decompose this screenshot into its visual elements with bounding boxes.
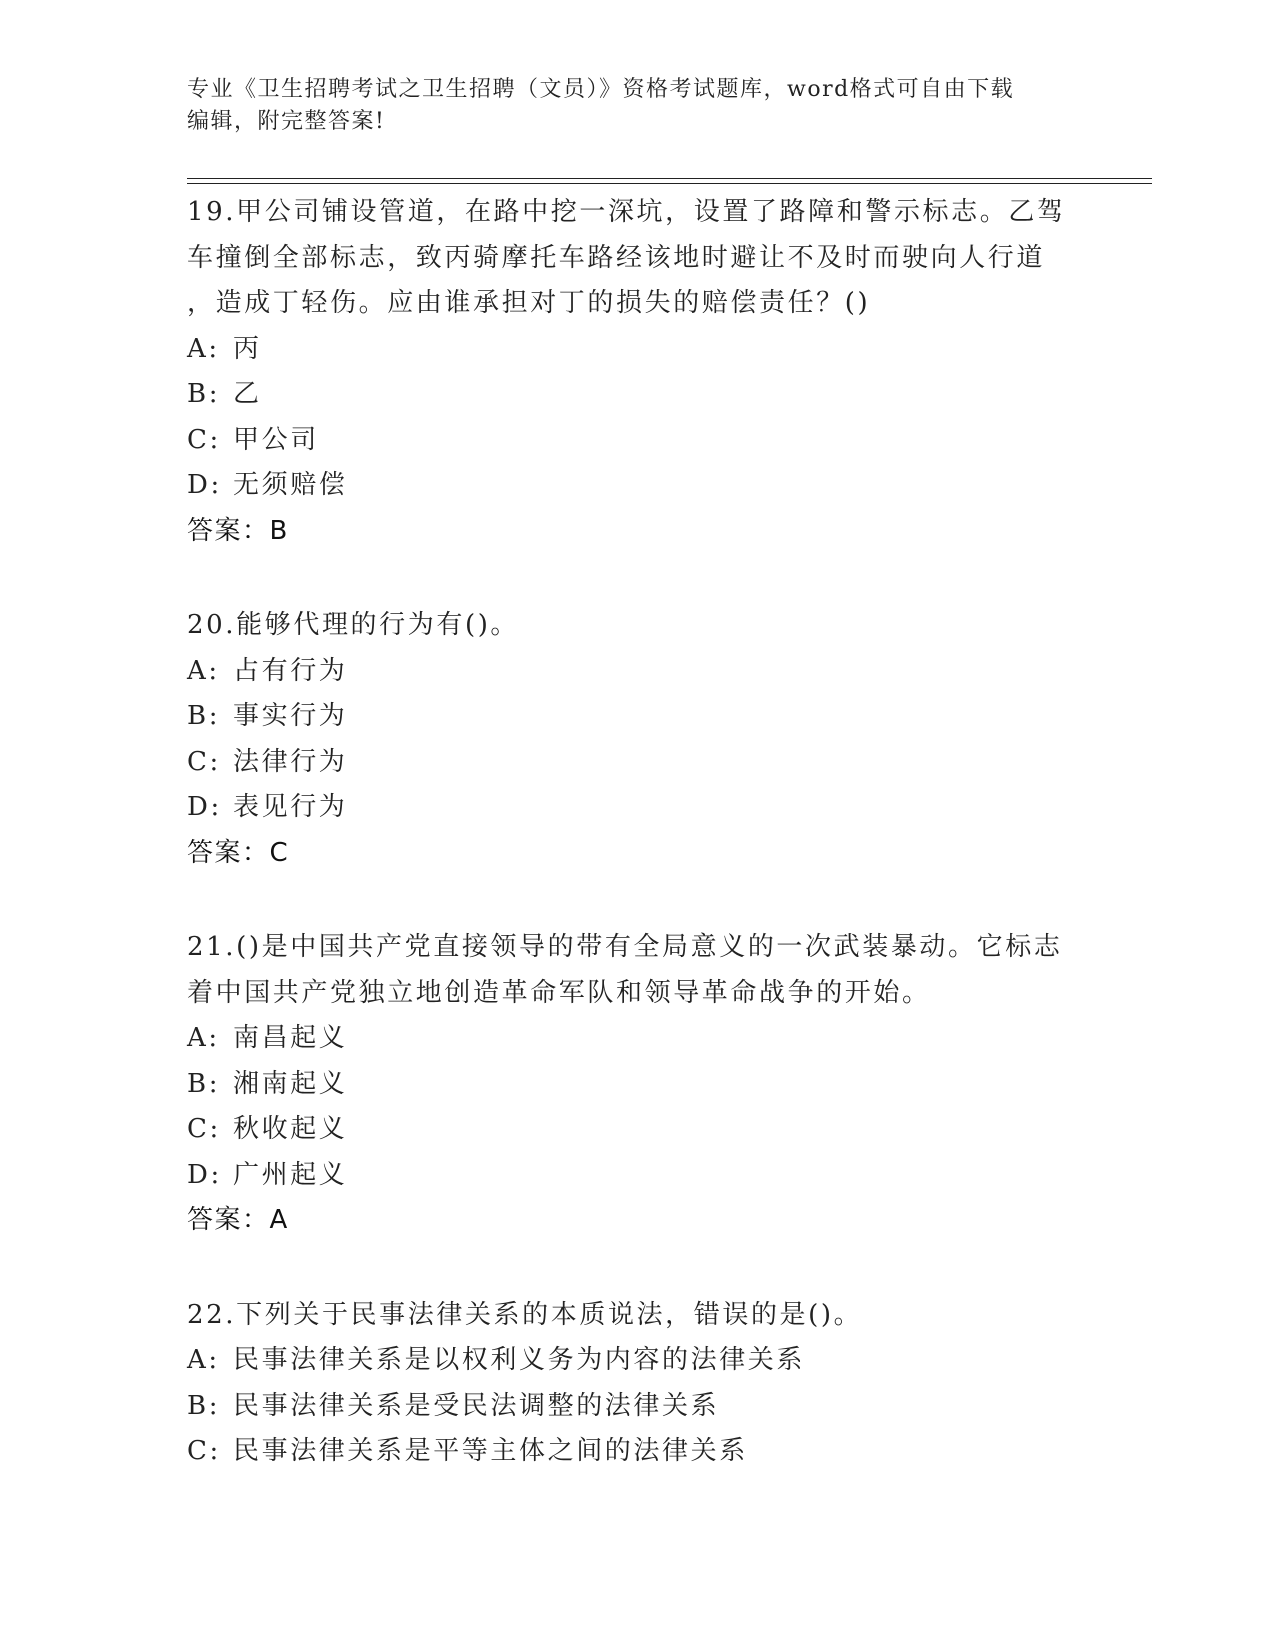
option-key: C:	[187, 746, 221, 777]
option-b	[187, 694, 1087, 740]
option-text: 表见行为	[233, 792, 348, 822]
option-key: C:	[187, 1114, 221, 1144]
option-text: 民事法律关系是以权利义务为内容的法律关系	[233, 1345, 806, 1375]
option-key: A:	[187, 1023, 220, 1053]
option-c	[187, 418, 1087, 464]
option-c	[187, 740, 1087, 786]
option-text: 民事法律关系是受民法调整的法律关系	[233, 1390, 720, 1421]
option-key: B:	[187, 701, 221, 731]
answer-line: 答案：B	[187, 515, 289, 546]
option-text: 法律行为	[233, 746, 348, 777]
question-item	[187, 603, 1087, 876]
question-stem	[187, 190, 1087, 327]
option-text: 事实行为	[233, 701, 348, 731]
option-a	[187, 327, 1087, 373]
option-key: A:	[187, 655, 220, 686]
option-key: A:	[187, 1345, 220, 1375]
header-divider	[187, 183, 1152, 184]
option-d	[187, 463, 1087, 509]
option-b	[187, 1384, 1087, 1430]
option-a	[187, 1338, 1087, 1384]
answer-line: 答案：C	[187, 837, 290, 868]
option-text: 甲公司	[233, 424, 319, 455]
stem-line: 车撞倒全部标志，致丙骑摩托车路经该地时避让不及时而驶向人行道	[187, 242, 1046, 273]
question-list	[187, 190, 1087, 1524]
option-key: B:	[187, 379, 221, 409]
option-text: 无须赔偿	[233, 470, 348, 500]
stem-line: 19.甲公司铺设管道，在路中挖一深坑，设置了路障和警示标志。乙驾	[187, 197, 1066, 227]
stem-line: 20.能够代理的行为有()。	[187, 610, 520, 640]
option-d	[187, 1153, 1087, 1199]
answer-line: 答案：A	[187, 1205, 289, 1235]
option-c	[187, 1429, 1087, 1475]
stem-line: 21.()是中国共产党直接领导的带有全局意义的一次武装暴动。它标志	[187, 932, 1063, 962]
document-header	[187, 74, 1087, 138]
option-key: A:	[187, 333, 220, 364]
question-item	[187, 1293, 1087, 1475]
option-key: B:	[187, 1068, 221, 1099]
stem-line: 着中国共产党独立地创造革命军队和领导革命战争的开始。	[187, 977, 931, 1008]
option-key: C:	[187, 1436, 221, 1466]
option-text: 南昌起义	[233, 1023, 348, 1053]
option-key: B:	[187, 1390, 221, 1421]
question-item	[187, 190, 1087, 554]
option-b	[187, 1062, 1087, 1108]
option-a	[187, 1016, 1087, 1062]
option-text: 民事法律关系是平等主体之间的法律关系	[233, 1436, 748, 1466]
option-a	[187, 649, 1087, 695]
option-text: 广州起义	[233, 1159, 348, 1190]
option-key: D:	[187, 1159, 222, 1190]
option-c	[187, 1107, 1087, 1153]
option-key: D:	[187, 470, 222, 500]
option-d	[187, 785, 1087, 831]
option-text: 占有行为	[233, 655, 348, 686]
option-text: 湘南起义	[233, 1068, 348, 1099]
option-key: C:	[187, 424, 221, 455]
question-stem	[187, 925, 1087, 1016]
question-stem	[187, 603, 1087, 649]
question-stem	[187, 1293, 1087, 1339]
stem-line: ，造成丁轻伤。应由谁承担对丁的损失的赔偿责任？()	[187, 288, 871, 318]
option-text: 丙	[233, 333, 262, 364]
header-line: 专业《卫生招聘考试之卫生招聘（文员）》资格考试题库，word格式可自由下载	[187, 77, 1015, 102]
option-text: 秋收起义	[233, 1114, 348, 1144]
header-divider	[187, 178, 1152, 179]
option-b	[187, 372, 1087, 418]
option-text: 乙	[233, 379, 262, 409]
header-line: 编辑，附完整答案!	[187, 109, 386, 134]
option-key: D:	[187, 792, 222, 822]
question-item	[187, 925, 1087, 1244]
stem-line: 22.下列关于民事法律关系的本质说法，错误的是()。	[187, 1299, 863, 1330]
